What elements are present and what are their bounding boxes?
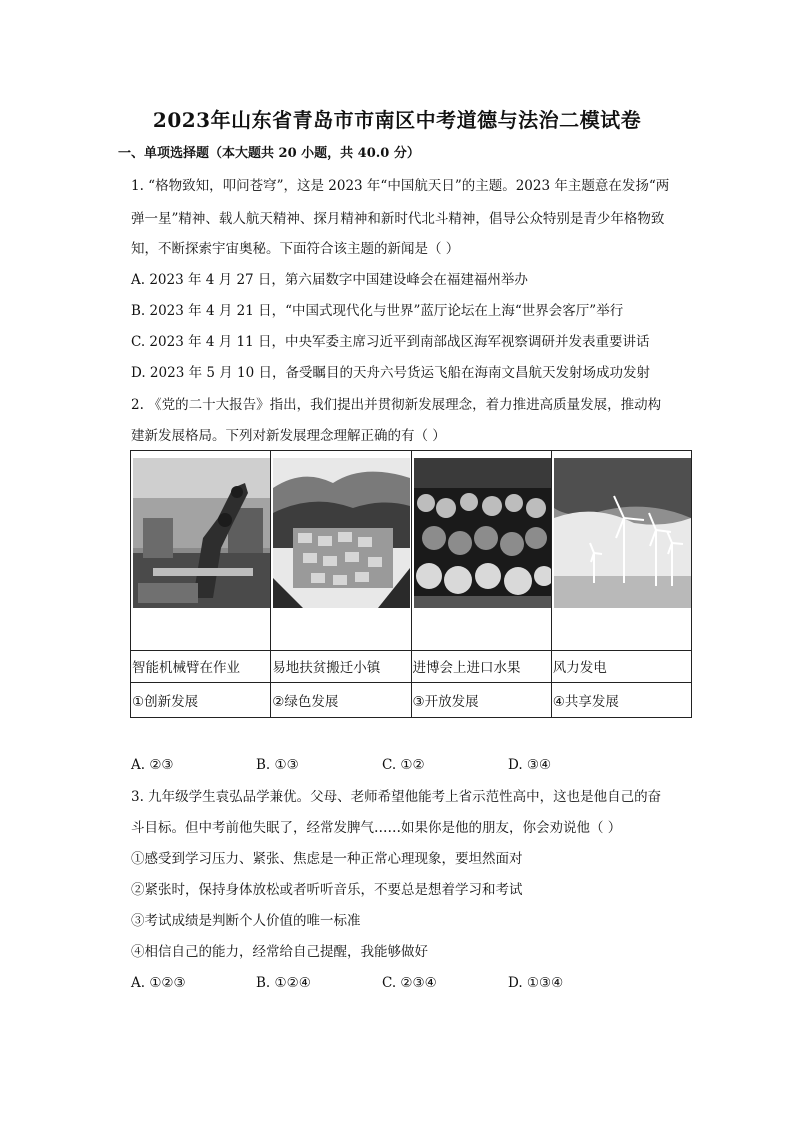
q2-label-1: ①创新发展 bbox=[131, 683, 271, 718]
q2-option-d: D. ③④ bbox=[508, 757, 552, 773]
q1-option-a: A. 2023 年 4 月 27 日，第六届数字中国建设峰会在福建福州举办 bbox=[131, 272, 528, 288]
q3-option-c: C. ②③④ bbox=[382, 975, 437, 991]
robot-arm-photo bbox=[133, 458, 270, 608]
q2-stem-line-2: 建新发展格局。下列对新发展理念理解正确的有（ ） bbox=[131, 428, 446, 444]
q1-stem-line-3: 知，不断探索宇宙奥秘。下面符合该主题的新闻是（ ） bbox=[131, 241, 460, 257]
exam-title: 2023年山东省青岛市市南区中考道德与法治二模试卷 bbox=[152, 108, 642, 132]
q1-option-d: D. 2023 年 5 月 10 日，备受瞩目的天舟六号货运飞船在海南文昌航天发射场成功发射 bbox=[131, 365, 651, 381]
q3-stem-line-2: 斗目标。但中考前他失眠了，经常发脾气……如果你是他的朋友，你会劝说他（ ） bbox=[131, 820, 622, 836]
q1-option-b: B. 2023 年 4 月 21 日，“中国式现代化与世界”蓝厅论坛在上海“世界会客厅”举行 bbox=[131, 303, 624, 319]
q2-caption-4: 风力发电 bbox=[551, 651, 691, 683]
q1-stem-line-1: 1. “格物致知，叩问苍穹”，这是 2023 年“中国航天日”的主题。2023 年主题意在发扬“两 bbox=[131, 178, 670, 194]
q2-cell-robot bbox=[131, 451, 271, 651]
q2-cell-wind bbox=[551, 451, 691, 651]
q3-option-d: D. ①③④ bbox=[508, 975, 564, 991]
q2-cell-fruit bbox=[411, 451, 551, 651]
q3-statement-1: ①感受到学习压力、紧张、焦虑是一种正常心理现象，要坦然面对 bbox=[131, 851, 523, 867]
q1-stem-line-2: 弹一星”精神、载人航天精神、探月精神和新时代北斗精神，倡导公众特别是青少年格物致 bbox=[131, 211, 665, 227]
q2-caption-3: 进博会上进口水果 bbox=[411, 651, 551, 683]
imported-fruit-photo bbox=[414, 458, 551, 608]
q2-option-b: B. ①③ bbox=[256, 757, 299, 773]
q1-option-c: C. 2023 年 4 月 11 日，中央军委主席习近平到南部战区海军视察调研并发表重要讲话 bbox=[131, 334, 650, 350]
q2-image-table bbox=[130, 450, 692, 718]
q2-label-4: ④共享发展 bbox=[551, 683, 691, 718]
q2-caption-1: 智能机械臂在作业 bbox=[131, 651, 271, 683]
q2-option-a: A. ②③ bbox=[131, 757, 174, 773]
q3-stem-line-1: 3. 九年级学生袁弘品学兼优。父母、老师希望他能考上省示范性高中，这也是他自己的奋 bbox=[131, 789, 662, 805]
q3-option-a: A. ①②③ bbox=[131, 975, 186, 991]
q2-cell-town bbox=[271, 451, 411, 651]
q2-caption-2: 易地扶贫搬迁小镇 bbox=[271, 651, 411, 683]
q2-stem-line-1: 2. 《党的二十大报告》指出，我们提出并贯彻新发展理念，着力推进高质量发展，推动构 bbox=[131, 397, 662, 413]
q3-statement-3: ③考试成绩是判断个人价值的唯一标准 bbox=[131, 913, 361, 929]
wind-power-photo bbox=[554, 458, 691, 608]
q2-label-2: ②绿色发展 bbox=[271, 683, 411, 718]
section-heading: 一、单项选择题（本大题共 20 小题，共 40.0 分） bbox=[118, 146, 420, 161]
relocation-town-photo bbox=[273, 458, 410, 608]
q2-option-c: C. ①② bbox=[382, 757, 425, 773]
q3-statement-4: ④相信自己的能力，经常给自己提醒，我能够做好 bbox=[131, 944, 428, 960]
q3-statement-2: ②紧张时，保持身体放松或者听听音乐，不要总是想着学习和考试 bbox=[131, 882, 523, 898]
q3-option-b: B. ①②④ bbox=[256, 975, 311, 991]
q2-label-3: ③开放发展 bbox=[411, 683, 551, 718]
